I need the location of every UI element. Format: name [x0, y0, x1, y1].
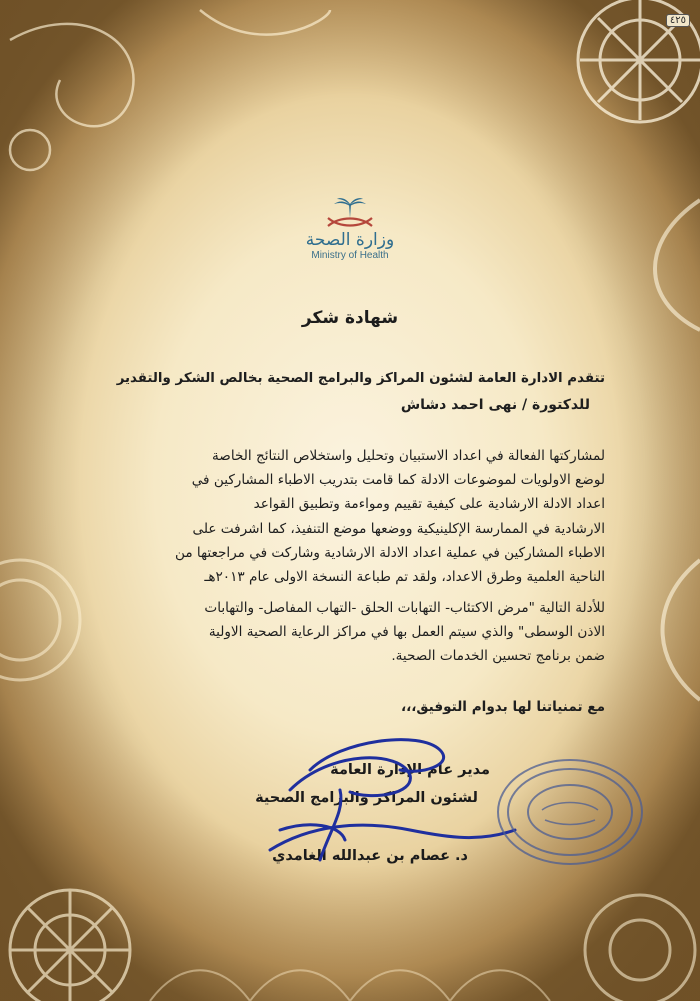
body2-line: ضمن برنامج تحسين الخدمات الصحية. [391, 648, 605, 665]
body2-line: الاذن الوسطى" والذي سيتم العمل بها في مراكز الرعاية الصحية الاولية [208, 624, 605, 641]
recipient-line: للدكتورة / نهى احمد دشاش [400, 397, 590, 413]
official-round-stamp-icon [490, 752, 650, 872]
body-paragraph-1 [75, 444, 605, 589]
intro-line: تتقدم الادارة العامة لشئون المراكز والبرامج الصحية بخالص الشكر والتقدير [116, 371, 605, 386]
palm-and-swords-emblem-icon [320, 196, 380, 232]
ministry-logo [300, 196, 400, 276]
body1-line: لمشاركتها الفعالة في اعداد الاستبيان وتحليل واستخلاص النتائج الخاصة [211, 448, 605, 464]
body2-line: للأدلة التالية "مرض الاكتئاب- التهابات الحلق -التهاب المفاصل- والتهابات [204, 600, 605, 616]
body1-line: الارشادية في الممارسة الإكلينيكية ووضعها موضع التنفيذ، كما اشرفت على [192, 520, 605, 537]
signatory-name: د. عصام بن عبدالله الغامدي [272, 848, 468, 864]
page-number: ٤٢٥ [666, 14, 690, 27]
body1-line: الناحية العلمية وطرق الاعداد، ولقد تم طباعة النسخة الاولى عام ٢٠١٣هـ [204, 569, 605, 586]
body-paragraph-2 [75, 596, 605, 669]
closing-line: مع تمنياتنا لها بدوام التوفيق،،، [400, 699, 605, 715]
body1-line: اعداد الادلة الارشادية على كيفية تقييم ومواءمة وتطبيق القواعد [253, 496, 605, 513]
handwritten-signature-icon [250, 730, 520, 880]
signatory-title-line-2: لشئون المراكز والبرامج الصحية [255, 790, 478, 806]
body1-line: الاطباء المشاركين في عملية اعداد الادلة الارشادية وشاركت في مراجعتها من [174, 544, 605, 561]
body1-line: لوضع الاولويات لموضوعات الادلة كما قامت بتدريب الاطباء المشاركين في [191, 472, 605, 489]
certificate-title: شهادة شكر [301, 308, 399, 328]
logo-arabic-text: وزارة الصحة [305, 230, 395, 250]
signatory-title-line-1: مدير عام الإدارة العامة [330, 762, 490, 778]
logo-english-text: Ministry of Health [311, 250, 389, 261]
